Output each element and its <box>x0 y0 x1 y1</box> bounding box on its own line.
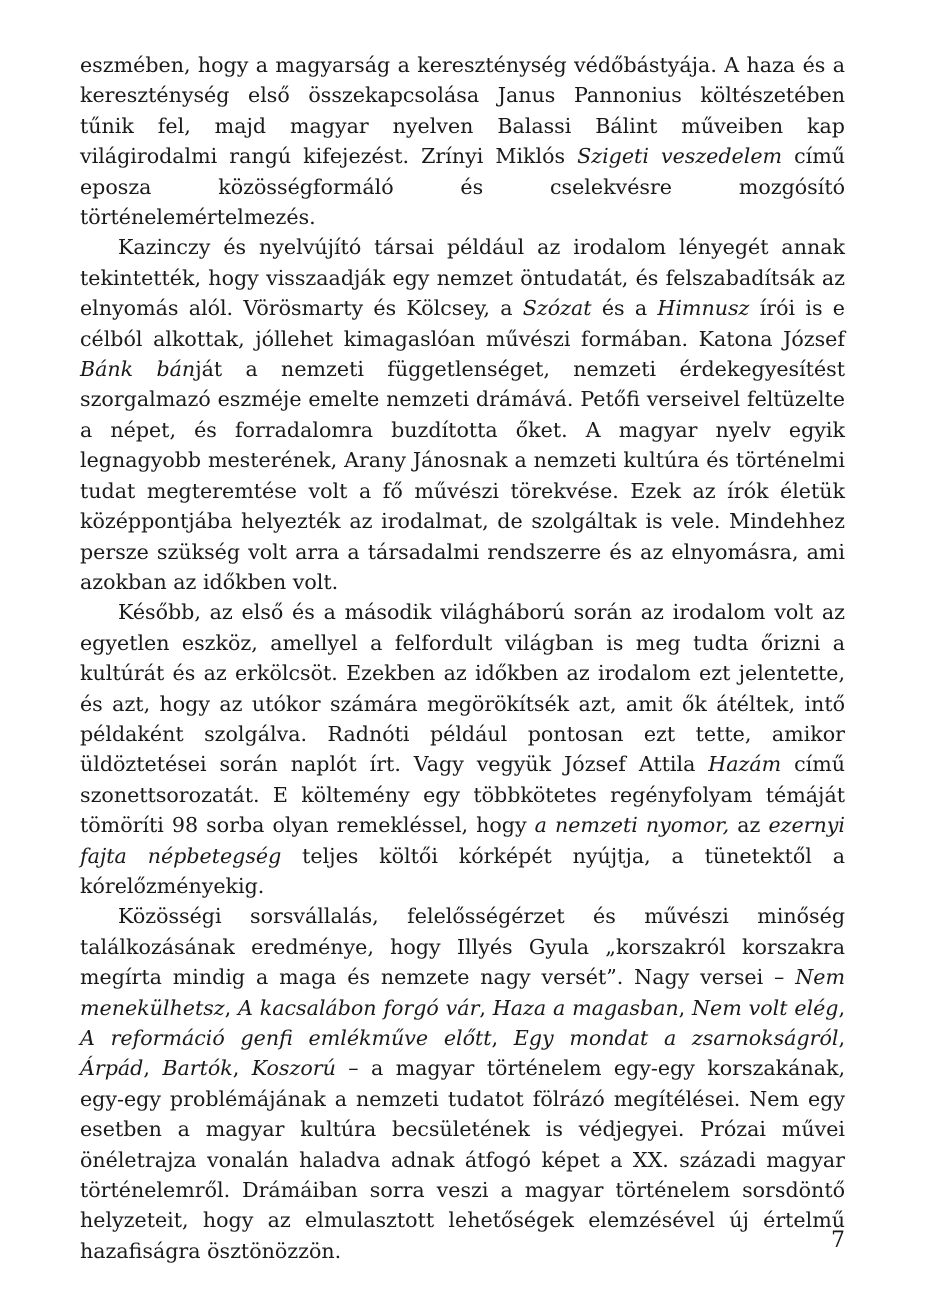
italic-title-text: Nem menekülhetsz <box>80 965 845 1020</box>
body-text: , <box>838 995 846 1020</box>
italic-title-text: Hazám <box>708 752 782 777</box>
italic-title-text: Koszorú <box>251 1056 336 1081</box>
page-body <box>80 50 845 1266</box>
italic-title-text: Szózat <box>522 296 592 321</box>
paragraph-1 <box>80 50 845 232</box>
paragraph-3 <box>80 597 845 901</box>
body-text: írói is e célból alkottak, jóllehet kimagaslóan művészi formában. Katona József <box>80 296 845 351</box>
body-text: , <box>678 995 693 1020</box>
italic-title-text: A kacsalábon forgó vár <box>238 995 480 1020</box>
italic-title-text: Egy mondat a zsarnokságról <box>513 1026 839 1050</box>
italic-title-text: Nem volt elég <box>692 995 839 1020</box>
body-text: Később, az első és a második világháború során az irodalom volt az egyetlen eszköz, amellyel a felfordult világban is meg tudta őrizni a kultúrát és az erkölcsöt. Ezekben az időkben az irodalom ezt jelentette, és azt, hogy az utókor számára megörökítsék azt, amit ők átéltek, intő példaként szolgálva. Radnóti például pontosan ezt tette, amikor üldöztetései során naplót írt. Vagy vegyük József Attila <box>80 600 845 777</box>
italic-title-text: a nemzeti nyomor, <box>534 813 730 838</box>
body-text: , <box>224 995 239 1020</box>
italic-title-text: ezernyi fajta népbetegség <box>80 813 845 868</box>
paragraph-4 <box>80 901 845 1266</box>
body-text: , <box>143 1056 163 1081</box>
italic-title-text: Árpád <box>80 1056 144 1081</box>
italic-title-text: Himnusz <box>657 296 750 321</box>
body-text: című eposza közösségformáló és cselekvésre mozgósító történelemértelmezés. <box>80 144 846 230</box>
body-text: , <box>491 1026 514 1050</box>
italic-title-text: A reformáció genfi emlékműve előtt <box>80 1026 492 1050</box>
body-text: ját a nemzeti függetlenséget, nemzeti érdekegyesítést szorgalmazó eszméje emelte nemzeti drámává. Petőfi verseivel feltüzelte a népet, és forradalomra buzdította őket. A magyar nyelv egyik legnagyobb mesterének, Arany Jánosnak a nemzeti kultúra és történelmi tudat megteremtése volt a fő művészi törekvése. Ezek az írók életük középpontjába helyezték az irodalmat, de szolgáltak is vele. Mindehhez persze szükség volt arra a társadalmi rendszerre és az elnyomásra, ami azokban az időkben volt. <box>80 357 845 594</box>
body-text: című szonettsorozatát. E költemény egy többkötetes regényfolyam témáját tömöríti 98 sorba olyan remekléssel, hogy <box>80 752 845 838</box>
body-text: – a magyar történelem egy-egy korszakának, egy-egy problémájának a nemzeti tudatot fölrázó megítélései. Nem egy esetben a magyar kultúra becsületének is védjegyei. Prózai művei önéletrajza vonalán haladva adnak átfogó képet a XX. századi magyar történelemről. Drámáiban sorra veszi a magyar történelem sorsdöntő helyzeteit, hogy az elmulasztott lehetőségek elemzésével új értelmű hazafiságra ösztönözzön. <box>80 1056 846 1263</box>
body-text: teljes költői kórképét nyújtja, a tünetektől a kórelőzményekig. <box>80 843 845 898</box>
italic-title-text: Szigeti veszedelem <box>577 144 783 169</box>
body-text: eszmében, hogy a magyarság a kereszténység védőbástyája. A haza és a kereszténység első összekapcsolása Janus Pannonius költészetében tűnik fel, majd magyar nyelven Balassi Bálint műveiben kap világirodalmi rangú kifejezést. Zrínyi Miklós <box>80 53 845 169</box>
italic-title-text: Bartók <box>162 1056 233 1081</box>
paragraph-2 <box>80 232 845 597</box>
body-text: , <box>479 995 493 1020</box>
body-text: , <box>838 1026 846 1050</box>
body-text: Kazinczy és nyelvújító társai például az irodalom lényegét annak tekintették, hogy visszaadják egy nemzet öntudatát, és felszabadítsák az elnyomás alól. Vörösmarty és Kölcsey, a <box>80 235 845 321</box>
italic-title-text: Bánk bán <box>80 357 196 382</box>
body-text: Közösségi sorsvállalás, felelősségérzet és művészi minőség találkozásának eredménye, hogy Illyés Gyula „korszakról korszakra megírta mindig a maga és nemzete nagy versét”. Nagy versei – <box>80 904 845 990</box>
body-text: , <box>232 1056 252 1081</box>
italic-title-text: Haza a magasban <box>492 995 679 1020</box>
page-number: 7 <box>831 1228 845 1253</box>
body-text: és a <box>591 296 658 321</box>
body-text: az <box>729 813 769 838</box>
